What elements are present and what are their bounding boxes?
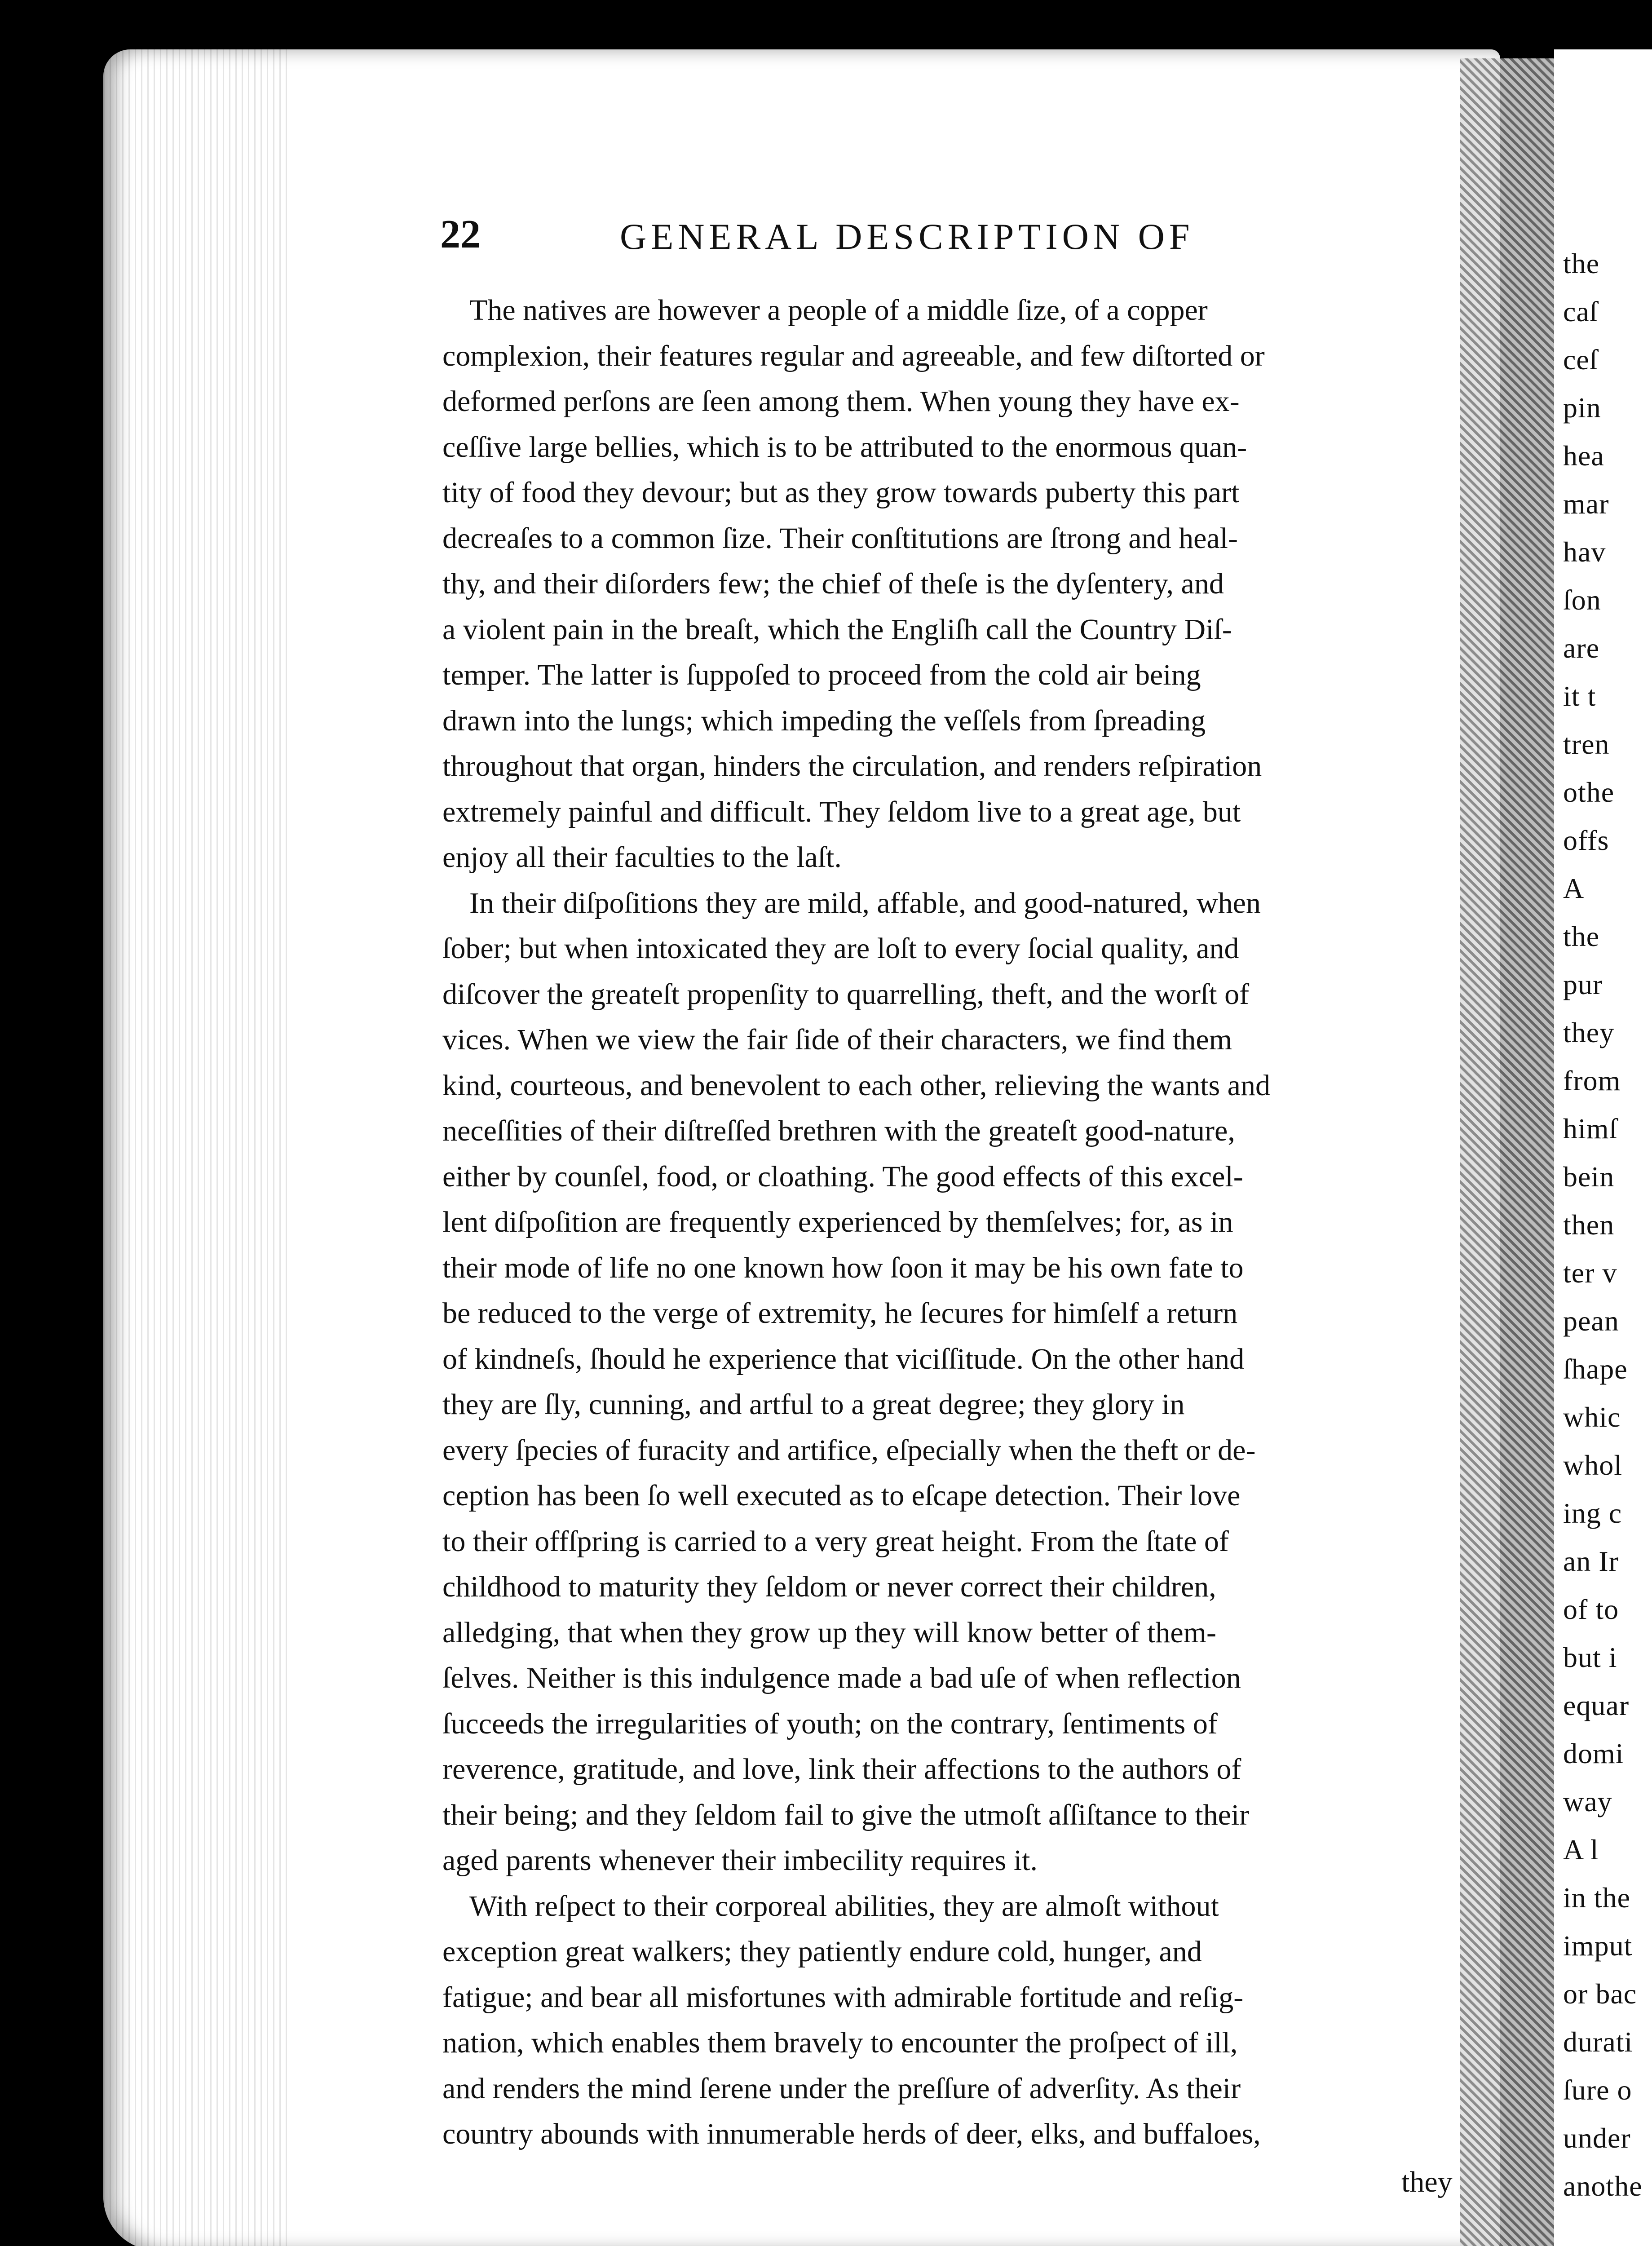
facing-page-fragment: hea bbox=[1563, 440, 1604, 472]
text-line: throughout that organ, hinders the circulation, and renders reſpiration bbox=[442, 750, 1262, 783]
facing-page-fragment: pin bbox=[1563, 392, 1601, 424]
facing-page-fragment: offs bbox=[1563, 824, 1609, 856]
facing-page-fragment: they bbox=[1563, 1017, 1615, 1048]
text-line: kind, courteous, and benevolent to each other, relieving the wants and bbox=[442, 1069, 1270, 1102]
running-title: GENERAL DESCRIPTION OF bbox=[620, 216, 1194, 257]
facing-page-fragment: it t bbox=[1563, 680, 1596, 712]
text-line: alledging, that when they grow up they will know better of them- bbox=[442, 1616, 1216, 1649]
text-line: their being; and they ſeldom fail to give the utmoſt aſſiſtance to their bbox=[442, 1798, 1250, 1831]
facing-page-fragment: himſ bbox=[1563, 1113, 1618, 1145]
text-line: every ſpecies of furacity and artifice, eſpecially when the theft or de- bbox=[442, 1433, 1256, 1467]
text-line: drawn into the lungs; which impeding the veſſels from ſpreading bbox=[442, 704, 1206, 737]
page-number: 22 bbox=[440, 212, 481, 256]
facing-page-fragment: hav bbox=[1563, 536, 1606, 568]
facing-page-fragment: whic bbox=[1563, 1401, 1621, 1433]
facing-page-fragment: of to bbox=[1563, 1593, 1619, 1625]
facing-page-fragment: or bac bbox=[1563, 1978, 1637, 2010]
facing-page-fragment: pean bbox=[1563, 1305, 1619, 1337]
text-line: In their diſpoſitions they are mild, affable, and good-natured, when bbox=[469, 886, 1261, 920]
facing-page bbox=[1554, 49, 1652, 2246]
facing-page-fragment: equar bbox=[1563, 1689, 1630, 1721]
text-line: diſcover the greateſt propenſity to quarrelling, theft, and the worſt of bbox=[442, 977, 1250, 1011]
facing-page-fragment: the bbox=[1563, 248, 1600, 279]
facing-page-fragment: pur bbox=[1563, 968, 1603, 1000]
facing-page-fragment: ſure o bbox=[1563, 2074, 1632, 2106]
facing-page-fragment: ſon bbox=[1563, 584, 1601, 616]
facing-page-fragment: bein bbox=[1563, 1161, 1615, 1193]
text-line: complexion, their features regular and agreeable, and few diſtorted or bbox=[442, 339, 1265, 372]
facing-page-fragment: ſhape bbox=[1563, 1353, 1628, 1385]
facing-page-fragment: mar bbox=[1563, 488, 1609, 520]
facing-page-fragment: tren bbox=[1563, 728, 1610, 760]
text-line: With reſpect to their corporeal abilities, they are almoſt without bbox=[469, 1889, 1219, 1923]
text-line: country abounds with innumerable herds of deer, elks, and buffaloes, bbox=[442, 2118, 1261, 2150]
text-line: ſelves. Neither is this indulgence made a bad uſe of when reflection bbox=[442, 1662, 1241, 1694]
text-line: temper. The latter is ſuppoſed to proceed from the cold air being bbox=[442, 659, 1201, 691]
facing-page-fragment: A l bbox=[1563, 1834, 1599, 1866]
text-line: be reduced to the verge of extremity, he ſecures for himſelf a return bbox=[442, 1297, 1238, 1330]
facing-page-fragment: whol bbox=[1563, 1449, 1622, 1481]
facing-page-fragment: ceſ bbox=[1563, 344, 1598, 376]
text-line: ſober; but when intoxicated they are loſt to every ſocial quality, and bbox=[442, 932, 1239, 965]
text-line: and renders the mind ſerene under the preſſure of adverſity. As their bbox=[442, 2072, 1241, 2105]
text-line: they are ſly, cunning, and artful to a great degree; they glory in bbox=[442, 1388, 1185, 1421]
text-line: nation, which enables them bravely to encounter the proſpect of ill, bbox=[442, 2026, 1238, 2059]
text-line: a violent pain in the breaſt, which the Engliſh call the Country Diſ- bbox=[442, 613, 1232, 646]
text-line: lent diſpoſition are frequently experienced by themſelves; for, as in bbox=[442, 1206, 1233, 1238]
facing-page-fragment: an Ir bbox=[1563, 1545, 1619, 1577]
text-line: to their offſpring is carried to a very great height. From the ſtate of bbox=[442, 1525, 1229, 1558]
facing-page-fragment: caſ bbox=[1563, 296, 1598, 327]
text-line: ceſſive large bellies, which is to be attributed to the enormous quan- bbox=[442, 430, 1247, 464]
text-line: exception great walkers; they patiently endure cold, hunger, and bbox=[442, 1935, 1202, 1968]
text-line: fatigue; and bear all misfortunes with admirable fortitude and reſig- bbox=[442, 1981, 1244, 2014]
text-line: thy, and their diſorders few; the chief of theſe is the dyſentery, and bbox=[442, 567, 1224, 600]
facing-page-fragment: domi bbox=[1563, 1738, 1624, 1769]
text-line: neceſſities of their diſtreſſed brethren with the greateſt good-nature, bbox=[442, 1114, 1235, 1147]
facing-page-fragment: ing c bbox=[1563, 1497, 1622, 1529]
facing-page-fragment: but i bbox=[1563, 1641, 1617, 1673]
text-line: their mode of life no one known how ſoon it may be his own fate to bbox=[442, 1251, 1244, 1284]
facing-page-fragment: under bbox=[1563, 2122, 1631, 2154]
text-line: ception has been ſo well executed as to eſcape detection. Their love bbox=[442, 1479, 1241, 1512]
facing-page-fragment: anothe bbox=[1563, 2170, 1643, 2202]
facing-page-fragment: are bbox=[1563, 632, 1600, 664]
facing-page-fragment: ter v bbox=[1563, 1257, 1617, 1289]
page-edge-shadow bbox=[103, 49, 292, 2246]
facing-page-fragment: othe bbox=[1563, 776, 1615, 808]
text-line: The natives are however a people of a middle ſize, of a copper bbox=[469, 294, 1208, 327]
text-line: deformed perſons are ſeen among them. When young they have ex- bbox=[442, 385, 1240, 418]
text-line: of kindneſs, ſhould he experience that viciſſitude. On the other hand bbox=[442, 1342, 1245, 1375]
text-line: reverence, gratitude, and love, link their affections to the authors of bbox=[442, 1753, 1241, 1786]
text-line: childhood to maturity they ſeldom or never correct their children, bbox=[442, 1570, 1216, 1603]
text-line: tity of food they devour; but as they grow towards puberty this part bbox=[442, 476, 1240, 509]
catchword: they bbox=[1401, 2166, 1453, 2198]
facing-page-fragment: A bbox=[1563, 872, 1585, 904]
text-line: aged parents whenever their imbecility requires it. bbox=[442, 1844, 1038, 1877]
facing-page-fragment: way bbox=[1563, 1786, 1612, 1817]
facing-page-fragment: imput bbox=[1563, 1930, 1633, 1962]
text-line: decreaſes to a common ſize. Their conſtitutions are ſtrong and heal- bbox=[442, 522, 1238, 555]
body-text bbox=[442, 287, 1475, 2157]
text-line: ſucceeds the irregularities of youth; on the contrary, ſentiments of bbox=[442, 1707, 1218, 1740]
text-line: either by counſel, food, or cloathing. The good effects of this excel- bbox=[442, 1160, 1243, 1193]
facing-page-fragment: in the bbox=[1563, 1882, 1630, 1914]
text-line: vices. When we view the fair ſide of their characters, we find them bbox=[442, 1023, 1232, 1056]
facing-page-fragment: durati bbox=[1563, 2026, 1633, 2058]
facing-page-fragment: the bbox=[1563, 920, 1600, 952]
text-line: extremely painful and difficult. They ſeldom live to a great age, but bbox=[442, 795, 1241, 828]
text-line: enjoy all their faculties to the laſt. bbox=[442, 841, 842, 874]
facing-page-fragment: from bbox=[1563, 1065, 1621, 1096]
facing-page-fragment: then bbox=[1563, 1209, 1615, 1241]
